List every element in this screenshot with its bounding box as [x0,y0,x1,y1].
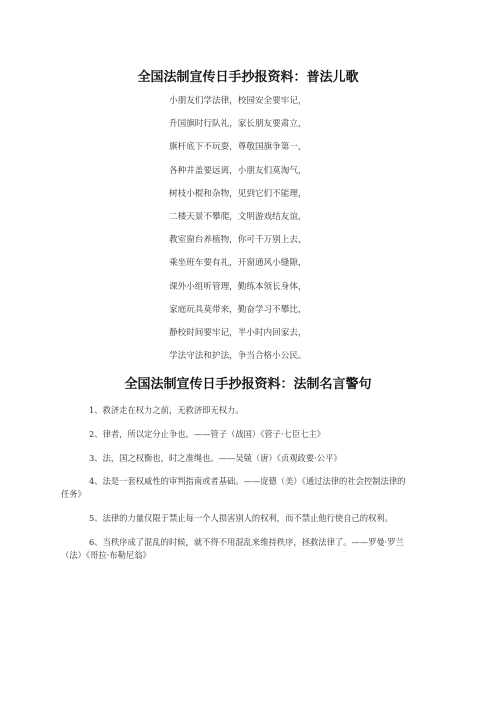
section-title-legal-quotes: 全国法制宣传日手抄报资料：法制名言警句 [124,377,372,392]
poem-line: 静校时间要牢记，半小时内回家去， [169,327,307,338]
quote-item: 1、救济走在权力之前，无救济即无权力。 [89,405,244,415]
poem-line: 各种井盖要远离，小朋友们莫淘气， [169,165,307,176]
quote-item: 6、当秩序成了混乱的时候，就不得不用混乱来维持秩序，拯救法律了。——罗曼·罗兰（法）《哥拉·布勒尼翁》 [61,536,404,560]
quote-item: 4、法是一套权威性的审判指南或者基础。——庞德（美）《通过法律的社会控制法律的任务》 [61,476,406,500]
poem-line: 乘坐班车要有礼，开窗通风小缝隙， [169,258,307,269]
poem-line: 家庭玩具莫带来，勤奋学习不攀比， [169,304,307,315]
section-title-children-song: 全国法制宣传日手抄报资料：普法儿歌 [137,70,359,85]
poem-line: 课外小组听管理，勤练本领长身体， [169,281,307,292]
poem-line: 教室窗台养植物，你可千万别上去， [169,235,307,246]
poem-line: 树枝小棍和杂物，见到它们不能理， [169,188,307,199]
poem-line: 学法守法和护法，争当合格小公民。 [169,351,307,362]
quote-item: 2、律者，所以定分止争也。——管子（战国）《管子·七臣七主》 [89,428,326,439]
poem-line: 旗杆底下不玩耍，尊敬国旗争第一， [169,142,307,153]
legal-quotes-list [61,404,411,572]
poem-line: 升国旗时行队礼，家长朋友要肃立， [169,119,307,130]
quote-item: 3、法，国之权衡也，时之准绳也。——吴兢（唐）《贞观政要·公平》 [89,452,342,463]
quote-item: 5、法律的力量仅限于禁止每一个人损害别人的权利，而不禁止他行使自己的权利。 [89,512,393,523]
poem-line: 二楼天景不攀爬，文明游戏结友谊， [169,211,307,222]
poem-line: 小朋友们学法律，校园安全要牢记， [169,96,307,106]
children-song-poem [169,90,409,368]
